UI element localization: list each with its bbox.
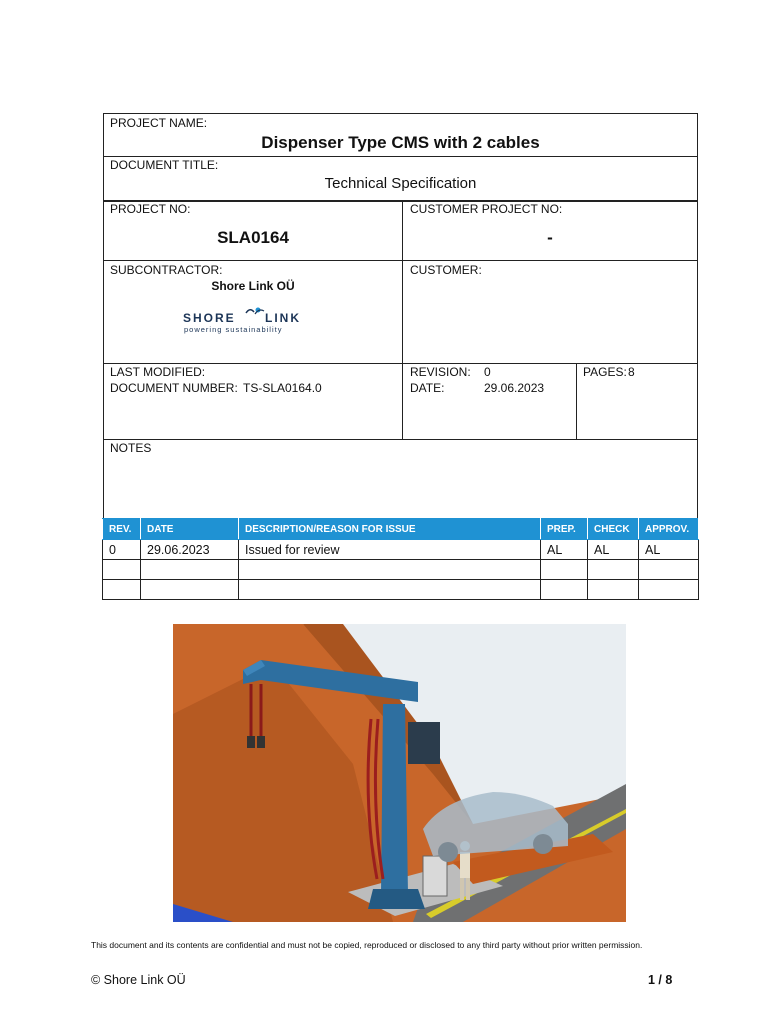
table-cell <box>541 560 588 580</box>
logo-word-right: LINK <box>265 311 301 325</box>
table-cell <box>141 560 239 580</box>
subcontractor-label: SUBCONTRACTOR: <box>110 263 223 277</box>
date-value: 29.06.2023 <box>484 381 545 395</box>
table-row <box>103 560 699 580</box>
table-cell: 29.06.2023 <box>141 540 239 560</box>
document-title-label: DOCUMENT TITLE: <box>110 158 219 172</box>
table-cell <box>239 580 541 600</box>
crane-column <box>381 704 408 894</box>
logo-tagline: powering sustainability <box>184 325 283 334</box>
table-cell <box>541 580 588 600</box>
table-row <box>103 580 699 600</box>
project-no-label: PROJECT NO: <box>110 202 191 216</box>
revision-table-header <box>103 519 699 540</box>
customer-project-no-label: CUSTOMER PROJECT NO: <box>410 202 563 216</box>
document-title: Technical Specification <box>324 175 477 192</box>
table-cell <box>103 560 141 580</box>
table-cell: AL <box>588 540 639 560</box>
customer-label: CUSTOMER: <box>410 263 482 277</box>
notes-box <box>103 439 698 519</box>
table-cell <box>141 580 239 600</box>
col-header-prep: PREP. <box>541 519 588 540</box>
revision-table <box>102 518 699 600</box>
col-header-description: DESCRIPTION/REASON FOR ISSUE <box>239 519 541 540</box>
col-header-date: DATE <box>141 519 239 540</box>
project-name: Dispenser Type CMS with 2 cables <box>261 133 540 152</box>
table-cell <box>588 580 639 600</box>
copyright: © Shore Link OÜ <box>91 973 186 987</box>
col-header-check: CHECK <box>588 519 639 540</box>
table-cell: 0 <box>103 540 141 560</box>
table-cell: AL <box>541 540 588 560</box>
control-cabinet <box>408 722 440 764</box>
logo-word-left: SHORE <box>183 311 236 325</box>
last-modified-label: LAST MODIFIED: <box>110 365 206 379</box>
revision-value: 0 <box>484 365 491 379</box>
revision-label: REVISION: <box>410 365 471 379</box>
project-no: SLA0164 <box>217 228 289 247</box>
pages-label: PAGES: <box>583 365 627 379</box>
table-cell <box>639 580 699 600</box>
confidentiality-notice: This document and its contents are confidential and must not be copied, reproduced or disclosed to any third party without prior written permission. <box>91 940 643 950</box>
customer-project-no: - <box>547 228 553 247</box>
table-cell: AL <box>639 540 699 560</box>
document-number: TS-SLA0164.0 <box>243 381 322 395</box>
pages-value: 8 <box>628 365 635 379</box>
table-cell <box>239 560 541 580</box>
table-cell <box>588 560 639 580</box>
logo-mark-icon <box>244 304 266 322</box>
shore-link-logo <box>183 305 313 335</box>
page-indicator: 1 / 8 <box>648 973 673 987</box>
table-row <box>103 540 699 560</box>
col-header-rev: REV. <box>103 519 141 540</box>
table-cell <box>103 580 141 600</box>
notes-label: NOTES <box>110 441 152 455</box>
subcontractor-name: Shore Link OÜ <box>211 279 295 293</box>
col-header-approv: APPROV. <box>639 519 699 540</box>
project-name-label: PROJECT NAME: <box>110 116 208 130</box>
table-cell: Issued for review <box>239 540 541 560</box>
date-label: DATE: <box>410 381 445 395</box>
table-cell <box>639 560 699 580</box>
document-number-label: DOCUMENT NUMBER: <box>110 381 238 395</box>
product-render-image <box>173 624 626 922</box>
crane-dispenser-illustration <box>173 624 626 922</box>
